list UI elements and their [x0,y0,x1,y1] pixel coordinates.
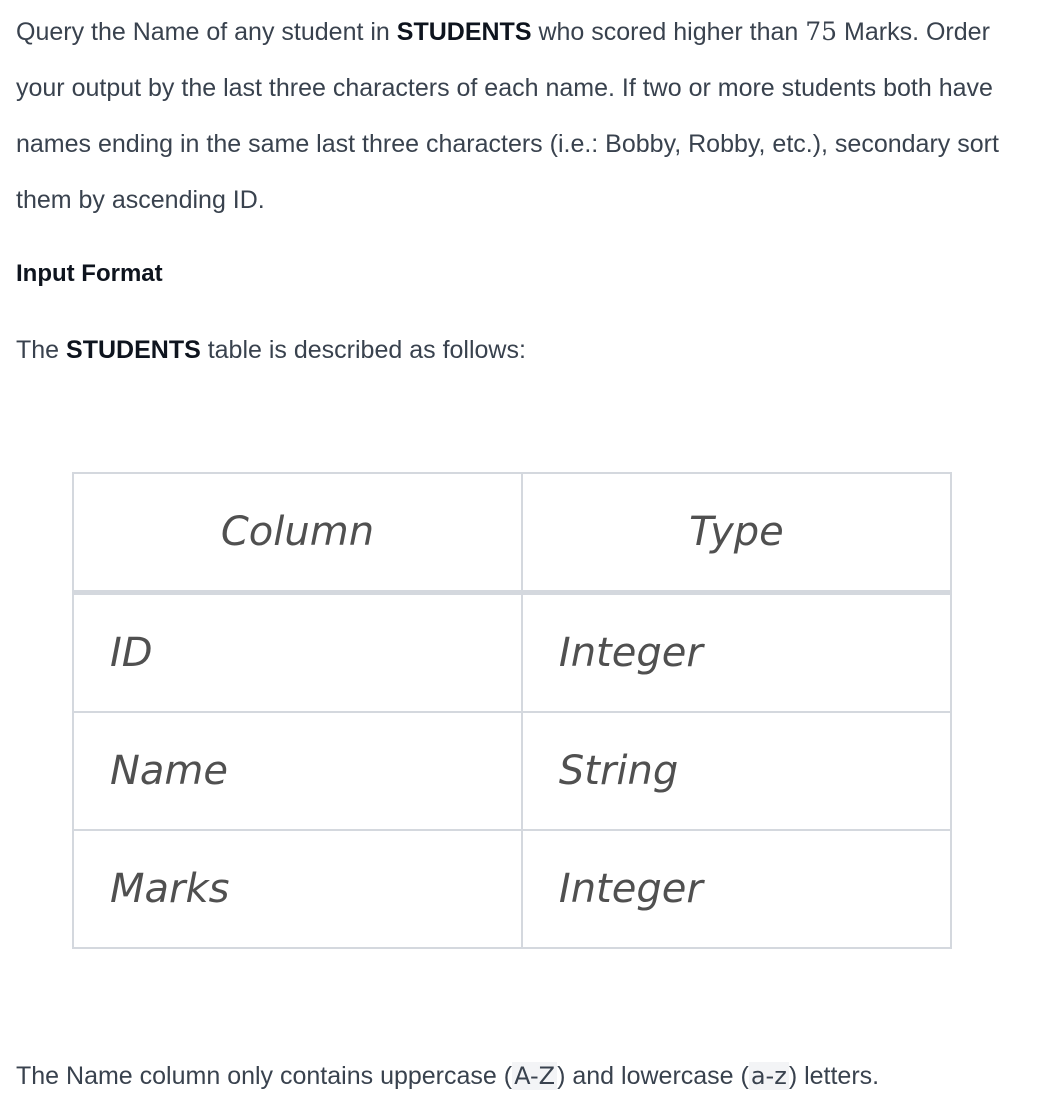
cell-type: String [522,712,951,830]
cell-column: ID [73,593,522,713]
note-text: ) and lowercase ( [557,1062,749,1090]
statement-text: Query the Name of any student in [16,18,397,46]
statement-text: who scored higher than [531,18,806,46]
statement-text: Marks. Order your output by the last three characters of each name. If two or more students both have names ending in the same last three characters (i.e.: Bobby, Robby, etc.), secondary sort them by ascending ID. [16,18,999,214]
table-row [73,712,951,830]
table-row [73,830,951,948]
table-name-bold: STUDENTS [396,18,532,46]
note-text: ) letters. [788,1062,880,1090]
cell-type: Integer [522,593,951,713]
cell-type: Integer [522,830,951,948]
description-text: The [16,336,67,364]
students-schema-table [72,472,952,949]
cell-column: Name [73,712,522,830]
table-name-bold: STUDENTS [66,336,201,364]
cell-column: Marks [73,830,522,948]
description-text: table is described as follows: [200,336,526,364]
name-column-note [16,1048,879,1104]
input-format-heading: Input Format [16,260,163,287]
lowercase-range-code: a-z [750,1062,787,1090]
header-column: Column [73,473,522,593]
header-type: Type [522,473,951,593]
note-text: The Name column only contains uppercase ( [16,1062,513,1090]
problem-statement [16,4,1026,228]
table-header-row [73,473,951,593]
input-format-description [16,322,526,378]
table-row [73,593,951,713]
marks-threshold: 75 [805,17,838,46]
uppercase-range-code: A-Z [514,1062,556,1090]
